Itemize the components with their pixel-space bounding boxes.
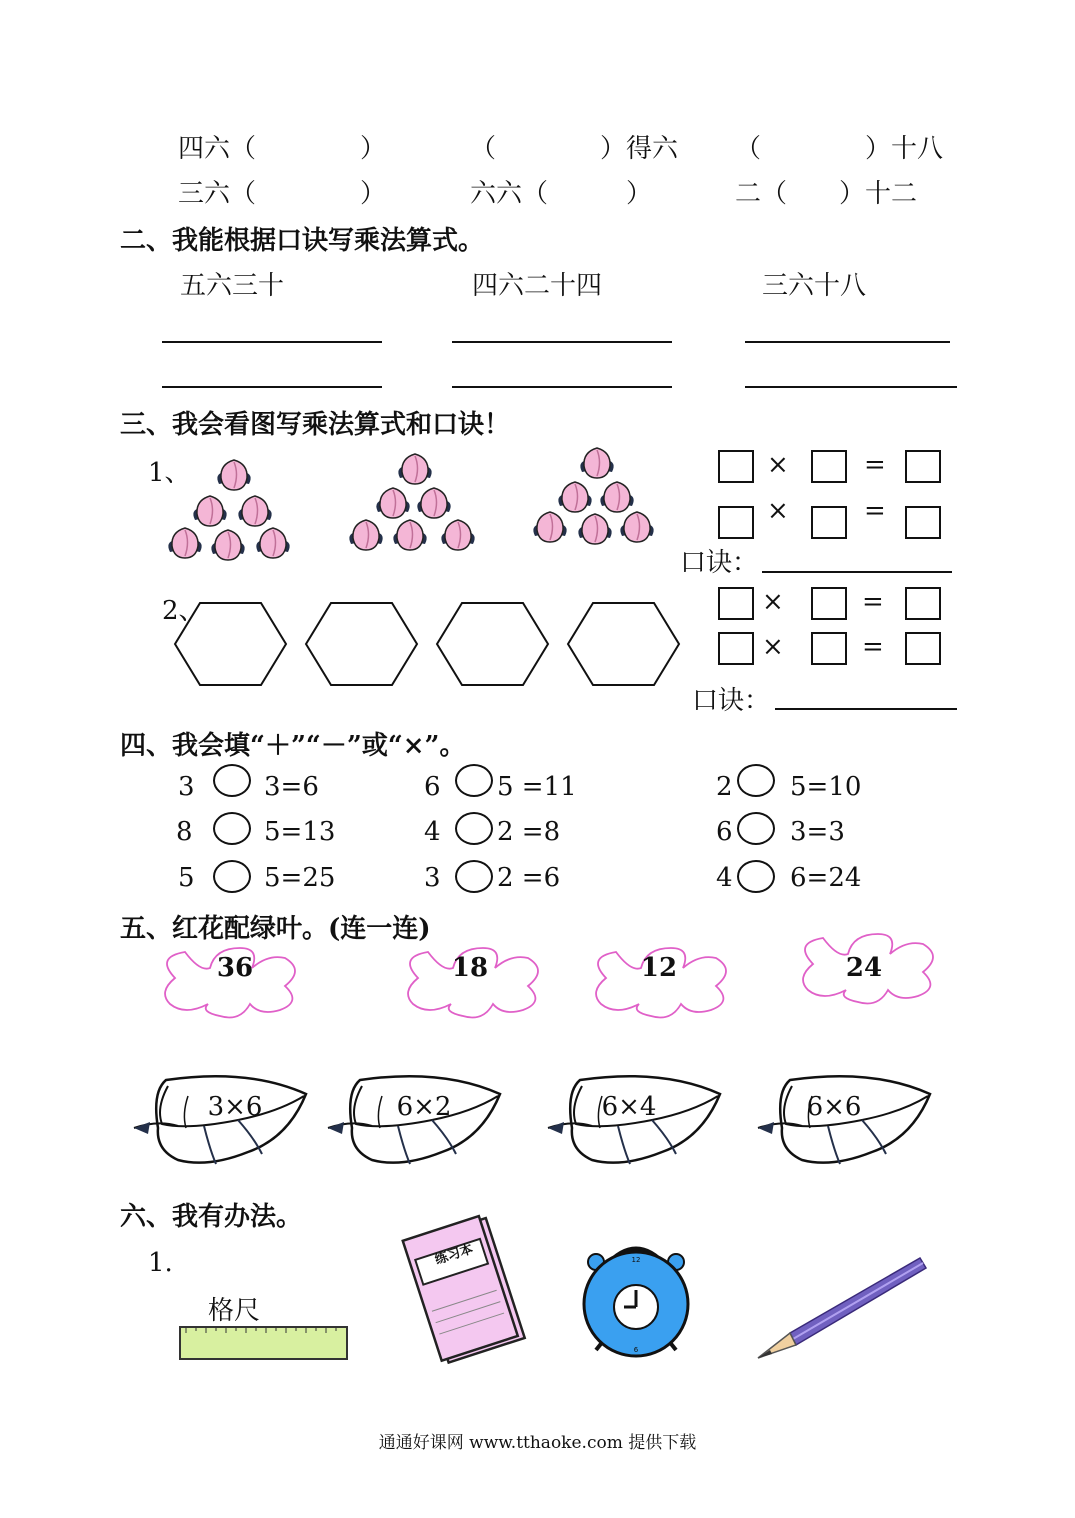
operand-result: 5=13	[264, 817, 336, 847]
flower-number[interactable]: 18	[451, 953, 489, 983]
flower-number[interactable]: 36	[216, 953, 254, 983]
operand: 2	[716, 772, 733, 802]
section5-title: 五、红花配绿叶。(连一连)	[120, 914, 431, 944]
equals-sign: =	[864, 496, 886, 526]
flower-number[interactable]: 24	[845, 953, 883, 983]
operand-result: 5=25	[264, 863, 336, 893]
s2-item-3: 三六十八	[762, 271, 867, 301]
footer-text: 通通好课网 www.tthaoke.com 提供下载	[378, 1433, 697, 1453]
s1-r2-item-1: 三六（ ）	[178, 179, 387, 209]
ruler-label: 格尺	[208, 1296, 261, 1326]
equals-sign: =	[862, 587, 884, 617]
operand-result: 6=24	[790, 863, 862, 893]
s1-r1-item-2: （ ）得六	[470, 134, 679, 164]
operand: 5	[178, 863, 195, 893]
times-sign: ×	[767, 496, 789, 526]
operand-result: 3=6	[264, 772, 319, 802]
operand-result: 2 =6	[497, 863, 561, 893]
s1-r1-item-1: 四六（ ）	[178, 134, 387, 164]
s1-r2-item-3: 二（ ）十二	[735, 179, 918, 209]
s2-item-2: 四六二十四	[472, 271, 603, 301]
section6-title: 六、我有办法。	[120, 1202, 303, 1232]
operand: 4	[424, 817, 441, 847]
times-sign: ×	[767, 450, 789, 480]
section2-title: 二、我能根据口诀写乘法算式。	[120, 226, 485, 256]
operand-result: 5=10	[790, 772, 862, 802]
operand: 3	[178, 772, 195, 802]
koujue-label: 口诀：	[692, 686, 771, 716]
section4-title: 四、我会填“＋”“－”或“×”。	[120, 731, 466, 761]
notebook-label: 练习本	[433, 1241, 475, 1269]
equals-sign: =	[862, 632, 884, 662]
flower-number[interactable]: 12	[640, 953, 678, 983]
koujue-label: 口诀：	[680, 548, 759, 578]
s1-r1-item-3: （ ）十八	[735, 134, 944, 164]
operand: 4	[716, 863, 733, 893]
operand: 6	[716, 817, 733, 847]
leaf-expression[interactable]: 3×6	[207, 1092, 263, 1122]
leaf-expression[interactable]: 6×4	[601, 1092, 657, 1122]
operand: 3	[424, 863, 441, 893]
section3-title: 三、我会看图写乘法算式和口诀！	[120, 410, 511, 440]
clock-number-12: 12	[631, 1256, 641, 1264]
s2-item-1: 五六三十	[180, 271, 285, 301]
q1-label: 1、	[148, 458, 191, 488]
operand-result: 2 =8	[497, 817, 561, 847]
equals-sign: =	[864, 450, 886, 480]
operand: 8	[176, 817, 193, 847]
q1-label: 1.	[148, 1248, 173, 1278]
operand: 6	[424, 772, 441, 802]
operand-result: 3=3	[790, 817, 845, 847]
leaf-expression[interactable]: 6×6	[806, 1092, 862, 1122]
times-sign: ×	[762, 587, 784, 617]
clock-number-6: 6	[633, 1346, 639, 1354]
s1-r2-item-2: 六六（ ）	[470, 179, 653, 209]
operand-result: 5 =11	[497, 772, 577, 802]
q2-label: 2、	[162, 596, 205, 626]
leaf-expression[interactable]: 6×2	[396, 1092, 452, 1122]
times-sign: ×	[762, 632, 784, 662]
